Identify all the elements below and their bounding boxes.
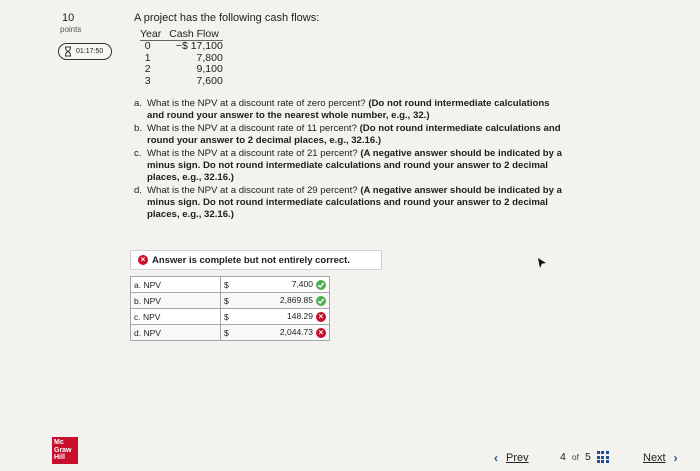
answer-status-text: Answer is complete but not entirely correct.	[152, 254, 350, 266]
part-note: (Do not round intermediate calculations and round your answer to the nearest whole number, e.g., 32.)	[147, 98, 550, 121]
part-letter: d.	[134, 185, 143, 196]
question-parts	[134, 98, 564, 222]
question-part-d	[134, 185, 564, 221]
answer-label: a. NPV	[131, 277, 221, 293]
error-icon: ×	[316, 328, 326, 338]
answer-status-banner	[130, 250, 382, 270]
year-header: Year	[140, 28, 165, 41]
hourglass-icon	[64, 46, 72, 57]
currency-symbol: $	[221, 293, 238, 309]
table-row	[140, 76, 223, 88]
cash-flow-cell: 9,100	[196, 63, 223, 75]
question-part-a	[134, 98, 564, 122]
answer-input[interactable]	[237, 293, 330, 309]
error-icon: ×	[316, 312, 326, 322]
part-text: What is the NPV at a discount rate of 11 percent?	[147, 123, 360, 134]
part-text: What is the NPV at a discount rate of zero percent?	[147, 98, 369, 109]
currency-symbol: $	[221, 309, 238, 325]
answer-input[interactable]	[237, 325, 330, 341]
timer[interactable]	[58, 43, 112, 60]
question-intro: A project has the following cash flows:	[134, 12, 320, 24]
part-text: What is the NPV at a discount rate of 29 percent?	[147, 185, 361, 196]
part-note: (A negative answer should be indicated by a minus sign. Do not round intermediate calculations and round your answer to 2 decimal places, e.g., 32.16.)	[147, 148, 563, 183]
answer-value: 2,044.73	[279, 327, 313, 338]
answer-value: 7,400	[291, 279, 313, 290]
year-cell: 3	[144, 74, 151, 87]
part-text: What is the NPV at a discount rate of 21 percent?	[147, 148, 361, 159]
next-label: Next	[643, 452, 666, 464]
answer-input[interactable]	[237, 277, 330, 293]
check-icon	[316, 296, 326, 306]
year-cell: 0	[144, 40, 151, 52]
mcgraw-hill-logo	[52, 437, 78, 464]
prev-button[interactable]	[494, 451, 529, 465]
timer-value: 01:17:50	[76, 48, 104, 55]
question-number: 10	[62, 12, 75, 24]
current-page: 4	[560, 451, 566, 463]
prev-label: Prev	[506, 452, 529, 464]
chevron-left-icon: ‹	[494, 451, 498, 465]
cash-flow-cell: −$ 17,100	[175, 40, 223, 52]
logo-text: Graw	[54, 446, 72, 454]
answer-label: b. NPV	[131, 293, 221, 309]
of-label: of	[571, 452, 579, 462]
year-cell: 1	[144, 51, 151, 64]
answer-value: 148.29	[287, 311, 313, 322]
currency-symbol: $	[221, 277, 238, 293]
cash-flow-table	[140, 28, 223, 87]
logo-text: Hill	[54, 454, 65, 461]
part-letter: c.	[134, 148, 142, 159]
cash-flow-cell: 7,800	[196, 51, 223, 64]
error-icon: ×	[138, 255, 148, 265]
answer-table	[130, 276, 330, 341]
total-pages: 5	[584, 451, 591, 463]
next-button[interactable]	[643, 451, 678, 465]
answer-label: d. NPV	[131, 325, 221, 341]
check-icon	[316, 280, 326, 290]
part-letter: a.	[134, 98, 143, 109]
table-row	[140, 64, 223, 76]
year-cell: 2	[144, 63, 151, 75]
points-label: points	[60, 25, 82, 34]
cash-flow-cell: 7,600	[196, 74, 223, 87]
table-row	[131, 293, 330, 309]
part-letter: b.	[134, 123, 143, 134]
part-note: (Do not round intermediate calculations and round your answer to 2 decimal places, e.g., 32.16.)	[147, 123, 561, 146]
table-row	[131, 309, 330, 325]
grid-icon[interactable]	[597, 451, 609, 463]
mouse-cursor-icon	[538, 258, 546, 268]
answer-input[interactable]	[237, 309, 330, 325]
question-part-b	[134, 123, 564, 147]
table-row	[131, 277, 330, 293]
table-row	[140, 41, 223, 53]
answer-label: c. NPV	[131, 309, 221, 325]
answer-value: 2,869.85	[279, 295, 313, 306]
currency-symbol: $	[221, 325, 238, 341]
cash-flow-header: Cash Flow	[165, 28, 223, 41]
page-indicator[interactable]	[560, 451, 609, 463]
question-part-c	[134, 148, 564, 184]
logo-text: Mc	[54, 439, 64, 446]
chevron-right-icon: ›	[673, 451, 678, 465]
table-row	[131, 325, 330, 341]
part-note: (A negative answer should be indicated by a minus sign. Do not round intermediate calculations and round your answer to 2 decimal places, e.g., 32.16.)	[147, 185, 563, 220]
